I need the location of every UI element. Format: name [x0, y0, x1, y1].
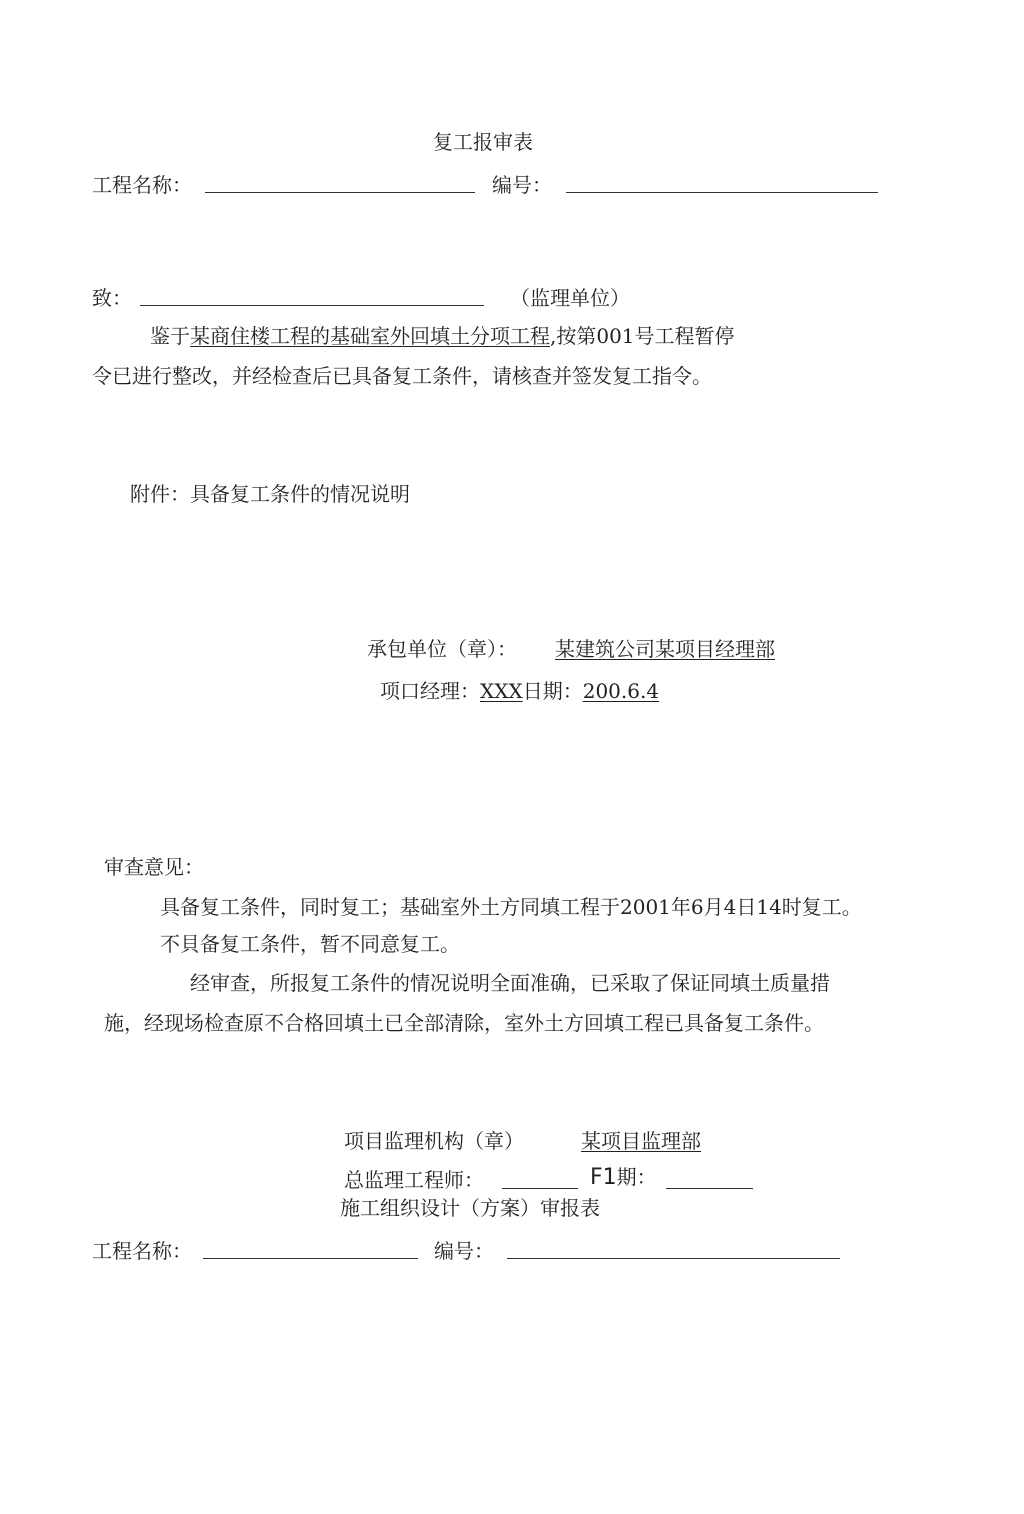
number-label: 编号：	[492, 173, 552, 197]
supervision-org-label: 项目监理机构（章）	[344, 1129, 524, 1153]
form2-number-label: 编号：	[434, 1239, 494, 1263]
manager-label: 项口经理：	[380, 679, 480, 703]
form2-project-name-label: 工程名称：	[92, 1239, 192, 1263]
manager-row	[380, 678, 659, 704]
form2-number-field[interactable]	[507, 1258, 840, 1259]
date2-field[interactable]	[666, 1188, 753, 1189]
date2-label	[590, 1164, 657, 1191]
date-value: 200.6.4	[582, 679, 660, 703]
body-order-ref: ,按第001号工程暂停	[550, 324, 735, 348]
chief-engineer-label: 总监理工程师：	[344, 1168, 484, 1192]
manager-name: XXX	[480, 679, 523, 703]
supervisor-unit-field[interactable]	[140, 305, 484, 306]
project-name-field[interactable]	[205, 192, 475, 193]
review-label: 审查意见：	[104, 855, 204, 879]
review-comment-line2: 施，经现场检查原不合格回填土已全部清除，室外土方回填工程已具备复工条件。	[104, 1011, 824, 1035]
review-comment-line1: 经审查，所报复工条件的情况说明全面准确，已采取了保证同填土质量措	[190, 971, 830, 995]
to-label: 致：	[92, 286, 132, 310]
request-body-line2: 令已进行整改，并经检查后已具备复工条件，请核查并签发复工指令。	[92, 364, 712, 388]
date2-prefix: F1	[590, 1165, 617, 1190]
project-name-label: 工程名称：	[92, 173, 192, 197]
body-project-name: 某商住楼工程的基础室外回填土分项工程	[190, 324, 550, 348]
request-body-line1	[150, 323, 735, 349]
form2-project-name-field[interactable]	[203, 1258, 418, 1259]
form2-title: 施工组织设计（方案）审报表	[340, 1196, 600, 1220]
body-prefix: 鉴于	[150, 324, 190, 348]
supervisor-unit-label: （监理单位）	[510, 286, 630, 310]
date-label: 日期：	[522, 679, 583, 703]
review-option-reject: 不貝备复工条件，暂不同意复工。	[160, 932, 460, 956]
contractor-name: 某建筑公司某项目经理部	[555, 637, 775, 661]
attachment-note: 附件：具备复工条件的情况说明	[130, 482, 410, 506]
contractor-label: 承包单位（章）：	[367, 637, 517, 661]
supervision-org-name: 某项目监理部	[581, 1129, 701, 1153]
review-option-approve: 具备复工条件，同时复工；基础室外土方同填工程于2001年6月4日14时复工。	[160, 895, 862, 919]
date2-suffix: 期：	[616, 1165, 657, 1189]
chief-engineer-field[interactable]	[502, 1188, 578, 1189]
form-title: 复工报审表	[433, 130, 533, 154]
number-field[interactable]	[566, 192, 878, 193]
